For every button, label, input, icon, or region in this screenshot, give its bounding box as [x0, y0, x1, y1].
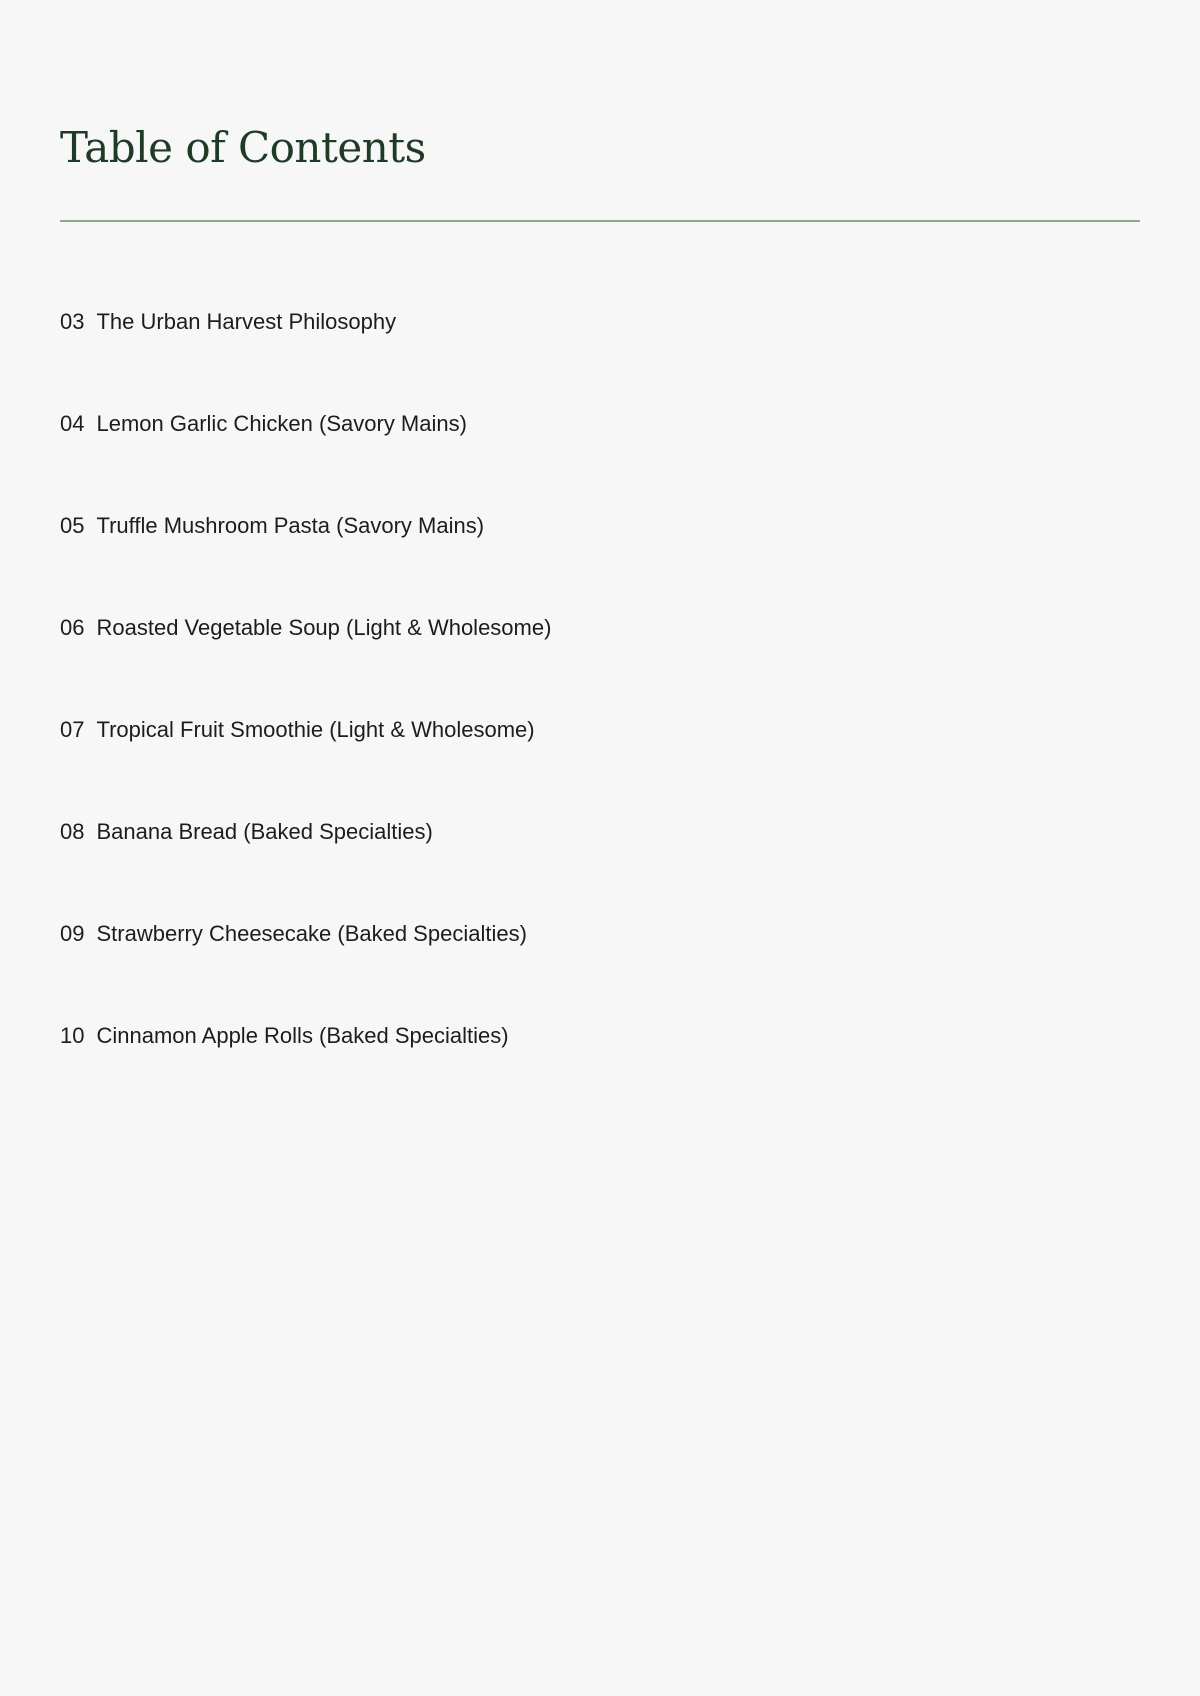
toc-page-number: 05 — [60, 513, 85, 538]
toc-page-number: 10 — [60, 1023, 85, 1048]
toc-entry-title: Lemon Garlic Chicken (Savory Mains) — [96, 411, 467, 436]
toc-entry-title: Tropical Fruit Smoothie (Light & Wholesome) — [96, 717, 535, 742]
toc-entry — [60, 708, 551, 810]
toc-entry — [60, 912, 551, 1014]
toc-entry-title: Banana Bread (Baked Specialties) — [96, 819, 433, 844]
toc-entry — [60, 1014, 551, 1116]
toc-entry-title: The Urban Harvest Philosophy — [96, 309, 397, 334]
toc-page-number: 04 — [60, 411, 85, 436]
toc-entry — [60, 606, 551, 708]
toc-list — [60, 300, 551, 1116]
toc-entry-title: Strawberry Cheesecake (Baked Specialties) — [96, 921, 527, 946]
toc-entry-title: Cinnamon Apple Rolls (Baked Specialties) — [96, 1023, 509, 1048]
toc-entry-title: Truffle Mushroom Pasta (Savory Mains) — [96, 513, 485, 538]
toc-entry — [60, 504, 551, 606]
toc-entry — [60, 810, 551, 912]
toc-page-number: 07 — [60, 717, 85, 742]
toc-entry-title: Roasted Vegetable Soup (Light & Wholesome) — [96, 615, 552, 640]
toc-page-number: 09 — [60, 921, 85, 946]
toc-entry — [60, 402, 551, 504]
page-title: Table of Contents — [60, 123, 426, 172]
toc-page-number: 08 — [60, 819, 85, 844]
toc-page-number: 03 — [60, 309, 85, 334]
toc-page-number: 06 — [60, 615, 85, 640]
toc-entry — [60, 300, 551, 402]
title-divider — [60, 220, 1140, 222]
